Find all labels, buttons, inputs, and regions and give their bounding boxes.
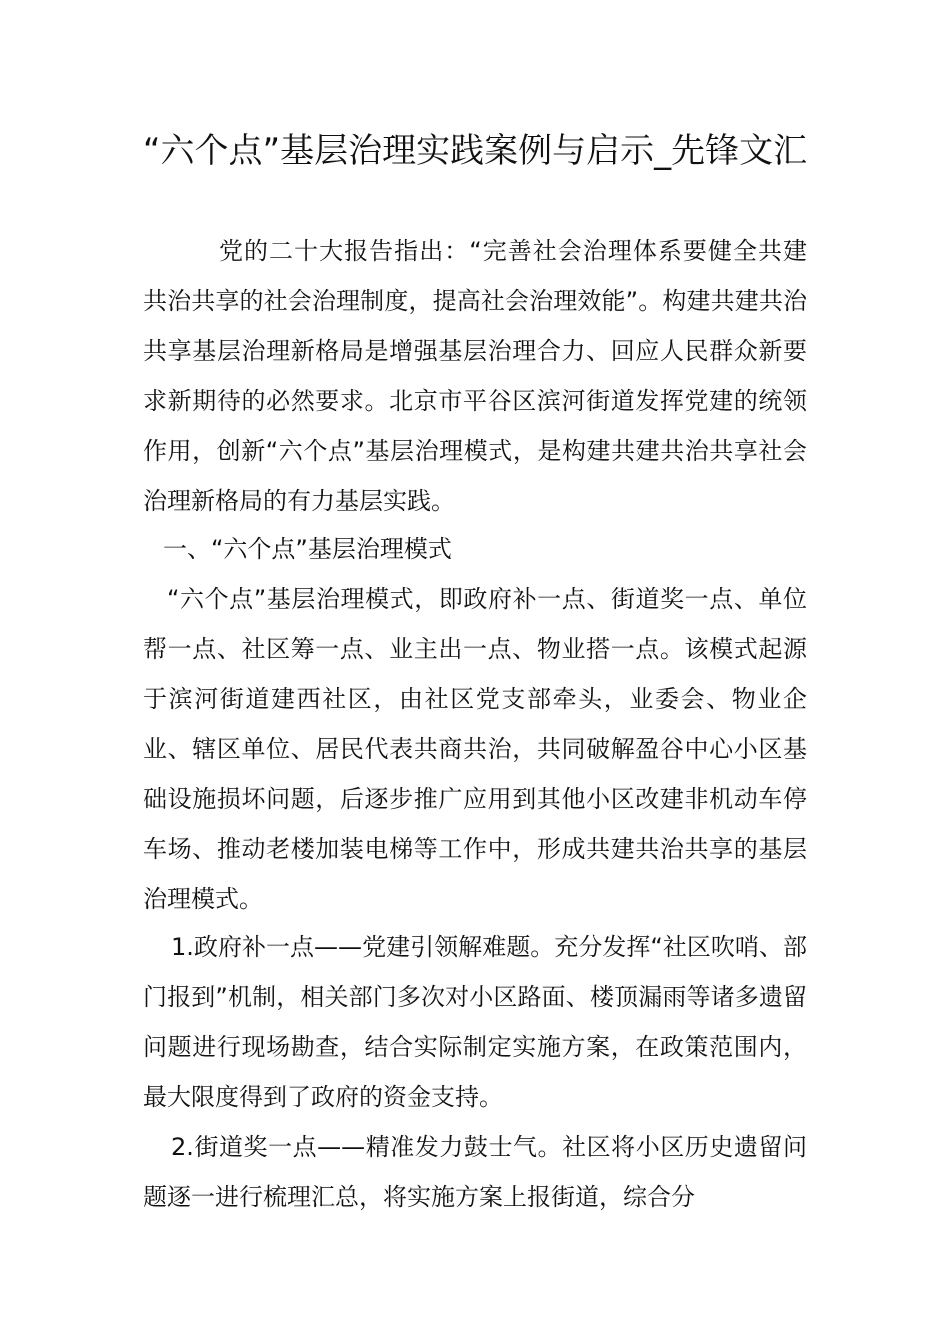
- document-title: “六个点”基层治理实践案例与启示_先锋文汇: [142, 131, 808, 171]
- paragraph-item-2: 2.街道奖一点——精准发力鼓士气。社区将小区历史遗留问题逐一进行梳理汇总，将实施方案上报街道，综合分: [143, 1133, 807, 1211]
- paragraph-item-1: 1.政府补一点——党建引领解难题。充分发挥“社区吹哨、部门报到”机制，相关部门多次对小区路面、楼顶漏雨等诸多遗留问题进行现场勘查，结合实际制定实施方案，在政策范围内，最大限度得到了政府的资金支持。: [143, 933, 807, 1111]
- paragraph-intro: 党的二十大报告指出：“完善社会治理体系要健全共建共治共享的社会治理制度，提高社会治理效能”。构建共建共治共享基层治理新格局是增强基层治理合力、回应人民群众新要求新期待的必然要求。北京市平谷区滨河街道发挥党建的统领作用，创新“六个点”基层治理模式，是构建共建共治共享社会治理新格局的有力基层实践。: [143, 237, 807, 515]
- paragraph-model-description: “六个点”基层治理模式，即政府补一点、街道奖一点、单位帮一点、社区筹一点、业主出一点、物业搭一点。该模式起源于滨河街道建西社区，由社区党支部牵头，业委会、物业企业、辖区单位、居民代表共商共治，共同破解盈谷中心小区基础设施损坏问题，后逐步推广应用到其他小区改建非机动车停车场、推动老楼加装电梯等工作中，形成共建共治共享的基层治理模式。: [143, 585, 807, 913]
- section-heading-1: 一、“六个点”基层治理模式: [163, 535, 452, 563]
